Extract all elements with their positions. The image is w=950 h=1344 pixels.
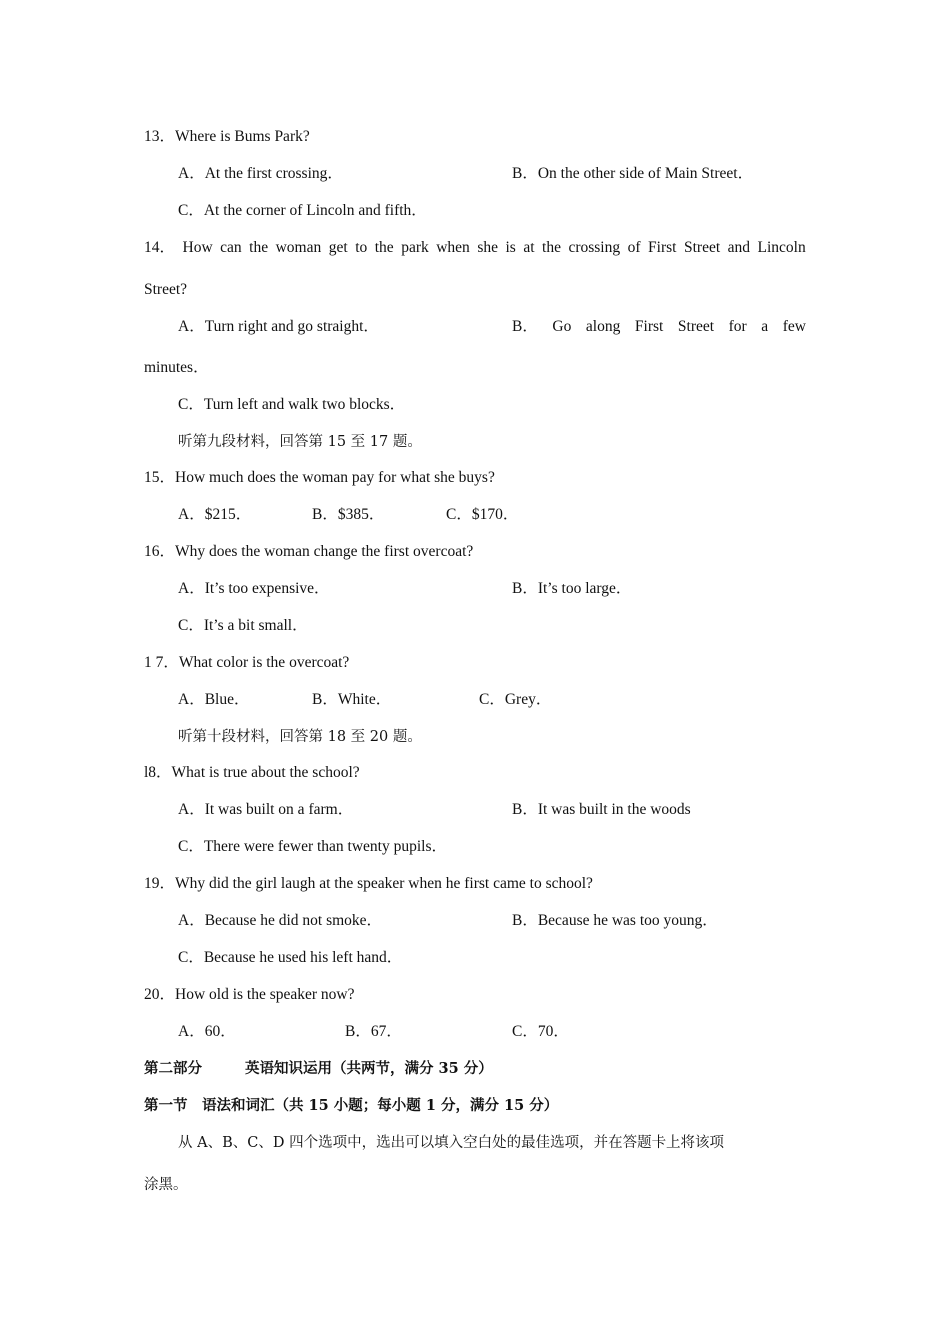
question-19-option-a: A．Because he did not smoke． — [178, 912, 383, 929]
question-14-stem-word: get — [328, 239, 348, 256]
part-2-heading: 英语知识运用（共两节，满分 35 分） — [245, 1060, 493, 1077]
question-13-option-a: A．At the first crossing． — [178, 165, 343, 182]
question-14-stem-word: the — [249, 239, 269, 256]
question-18-stem: l8．What is true about the school? — [144, 764, 360, 781]
question-14-option-b-word: Street — [677, 318, 715, 335]
question-14-option-b-word: few — [782, 318, 806, 335]
question-14-stem-word: the — [374, 239, 394, 256]
question-16-stem: 16．Why does the woman change the first overcoat? — [144, 543, 474, 560]
question-20-stem: 20．How old is the speaker now? — [144, 986, 355, 1003]
question-19-stem: 19．Why did the girl laugh at the speaker when he first came to school? — [144, 875, 593, 892]
question-14-stem-word: Lincoln — [757, 239, 806, 256]
question-14-stem-word: of — [627, 239, 641, 256]
question-15-option-a: A．$215． — [178, 506, 252, 523]
question-14-stem-word: the — [542, 239, 561, 256]
question-16-option-c: C．It’s a bit small． — [178, 617, 308, 634]
question-15-option-c: C．$170． — [446, 506, 519, 523]
question-13-option-b: B．On the other side of Main Street． — [512, 165, 754, 182]
question-13-option-c: C．At the corner of Lincoln and fifth． — [178, 202, 427, 219]
question-14-stem-word: Street — [683, 239, 721, 256]
question-14-stem-word: How — [182, 239, 213, 256]
question-14-option-b-word: along — [585, 318, 621, 335]
question-14-option-c: C．Turn left and walk two blocks． — [178, 396, 406, 413]
section-1-heading: 第一节 语法和词汇（共 15 小题；每小题 1 分，满分 15 分） — [144, 1097, 559, 1114]
question-20-option-a: A．60． — [178, 1023, 236, 1040]
question-14-stem-word: 14． — [144, 239, 176, 256]
question-14-option-b-word: Go — [552, 318, 572, 335]
question-14-stem-word: First — [648, 239, 677, 256]
question-14-option-b — [512, 317, 806, 337]
question-13-stem: 13．Where is Bums Park? — [144, 128, 310, 145]
question-14-stem-word: woman — [275, 239, 322, 256]
question-20-option-c: C．70． — [512, 1023, 569, 1040]
question-15-option-b: B．$385． — [312, 506, 385, 523]
question-17-stem: 1 7．What color is the overcoat? — [144, 654, 350, 671]
question-14-stem-word: is — [505, 239, 516, 256]
question-14-stem-word: crossing — [568, 239, 621, 256]
question-14-option-b-word: First — [634, 318, 664, 335]
question-17-option-a: A．Blue． — [178, 691, 250, 708]
part-2-instruction-continued: 涂黑。 — [144, 1177, 188, 1193]
question-14-option-b-word: for — [728, 318, 747, 335]
question-20-option-b: B．67． — [345, 1023, 402, 1040]
question-17-option-b: B．White． — [312, 691, 392, 708]
question-14-stem-word: she — [477, 239, 498, 256]
question-14-stem-word: park — [401, 239, 429, 256]
question-14-stem-continued: Street? — [144, 281, 188, 298]
question-17-option-c: C．Grey． — [479, 691, 552, 708]
question-16-option-b: B．It’s too large． — [512, 580, 632, 597]
question-14-stem — [144, 238, 806, 258]
question-14-stem-word: to — [355, 239, 368, 256]
question-14-stem-word: at — [523, 239, 535, 256]
question-18-option-b: B．It was built in the woods — [512, 801, 691, 818]
question-14-stem-word: and — [727, 239, 751, 256]
question-14-stem-word: when — [436, 239, 470, 256]
question-19-option-c: C．Because he used his left hand． — [178, 949, 403, 966]
question-15-stem: 15．How much does the woman pay for what she buys? — [144, 469, 495, 486]
question-19-option-b: B．Because he was too young． — [512, 912, 718, 929]
question-14-option-b-word: a — [761, 318, 769, 335]
question-14-stem-word: can — [220, 239, 242, 256]
question-14-option-b-continued: minutes． — [144, 359, 209, 376]
section-10-instruction: 听第十段材料，回答第 18 至 20 题。 — [178, 729, 422, 745]
question-18-option-c: C．There were fewer than twenty pupils． — [178, 838, 448, 855]
question-18-option-a: A．It was built on a farm． — [178, 801, 354, 818]
part-2-instruction: 从 A、B、C、D 四个选项中，选出可以填入空白处的最佳选项，并在答题卡上将该项 — [178, 1135, 725, 1151]
question-14-option-a: A．Turn right and go straight． — [178, 318, 379, 335]
part-2-label: 第二部分 — [144, 1060, 202, 1077]
section-9-instruction: 听第九段材料，回答第 15 至 17 题。 — [178, 434, 422, 450]
question-16-option-a: A．It’s too expensive． — [178, 580, 330, 597]
question-14-option-b-word: B． — [512, 318, 538, 335]
